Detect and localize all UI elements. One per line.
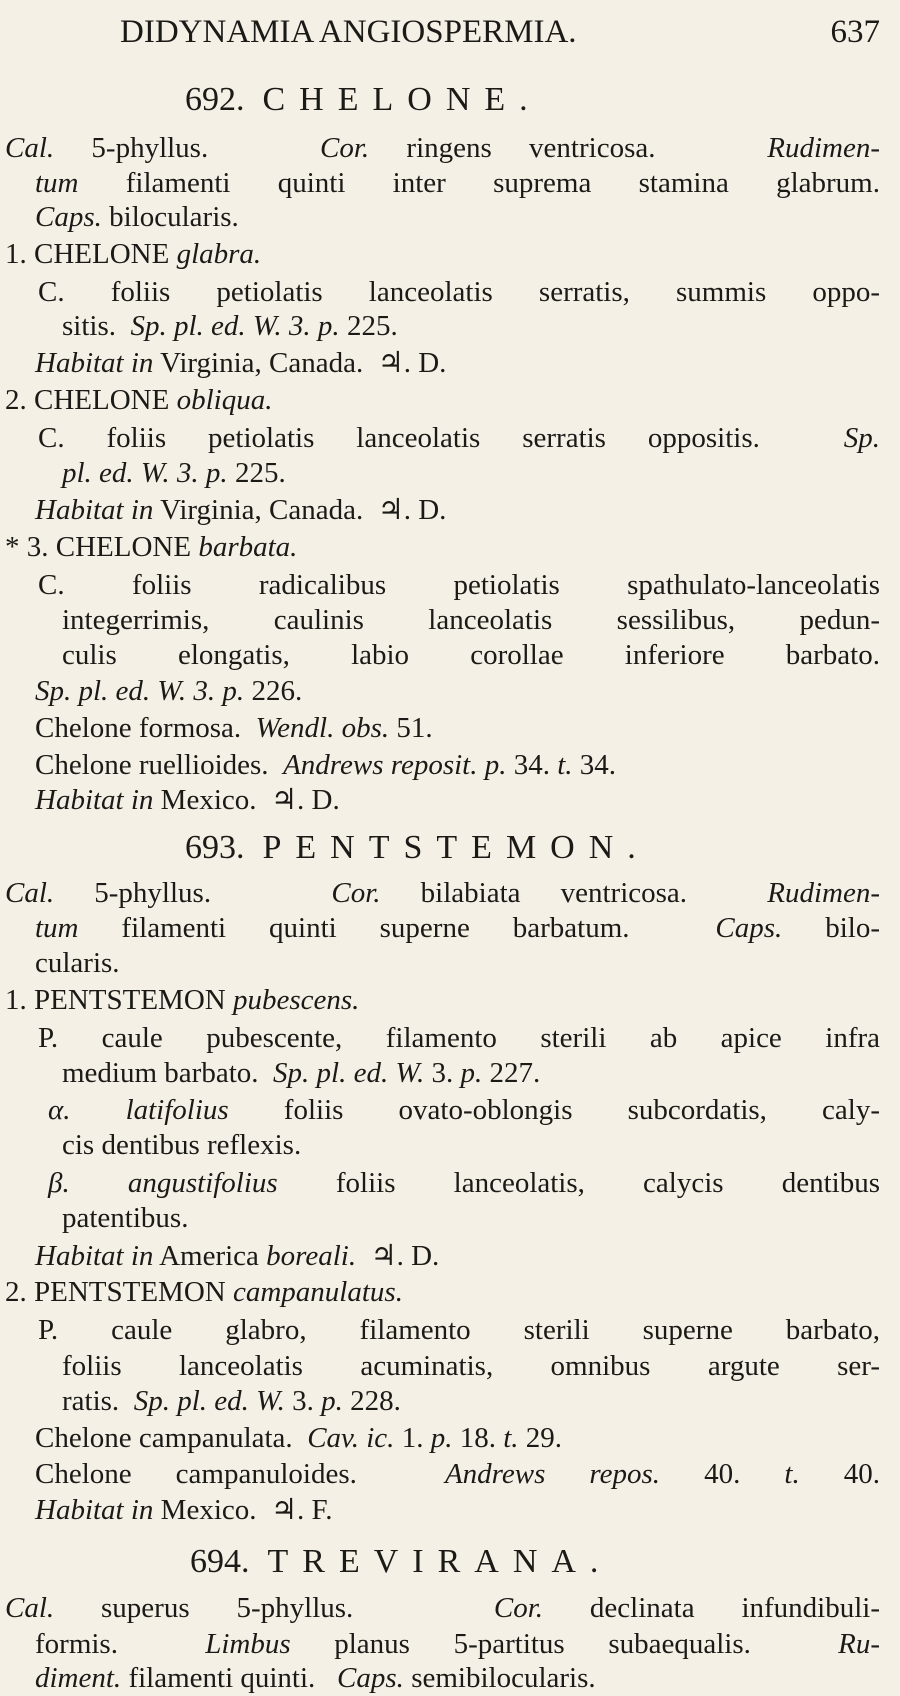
roman-text: foliis lanceolatis acuminatis, omnibus argute ser- [62,1350,880,1382]
italic-text: Cor. [331,877,381,909]
text-line [62,1055,540,1091]
genus-number: 693. [185,829,245,866]
roman-text: filamenti quinti. [121,1662,338,1694]
text-line [35,1456,880,1492]
roman-text: Chelone formosa. [35,712,256,744]
roman-text: P. caule pubescente, filamento sterili ab apice infra [38,1022,880,1054]
italic-text: campanulatus. [232,1276,403,1308]
roman-text: 34. [506,749,558,781]
roman-text: bilo- [782,912,880,944]
text-line [35,1238,439,1274]
text-line [62,1200,188,1236]
italic-text: Andrews reposit. p. [283,749,507,781]
text-line [62,455,286,491]
italic-text: Cor. [320,132,370,164]
roman-text: * 3. CHELONE [5,531,199,563]
roman-text: 5-phyllus. [54,877,332,909]
italic-text: Habitat in [35,784,154,816]
roman-text: 40. [799,1458,881,1490]
text-line [62,1127,301,1163]
text-line [35,782,340,818]
roman-text: Mexico. ♃. F. [153,1494,333,1526]
text-line [35,1492,333,1528]
roman-text: C. foliis petiolatis lanceolatis serratis oppositis. [38,422,844,454]
text-line [62,1348,880,1384]
genus-heading [185,826,650,870]
roman-text: 3. [424,1057,461,1089]
roman-text: planus 5-partitus subaequalis. [290,1628,839,1660]
text-line [35,673,302,709]
roman-text: semibilocularis. [403,1662,596,1694]
text-line [35,1660,596,1696]
roman-text: 40. [660,1458,785,1490]
italic-text: Ru- [838,1628,880,1660]
roman-text: ringens ventricosa. [369,132,768,164]
italic-text: pl. ed. W. 3. p. [62,457,228,489]
text-line [35,945,120,981]
text-line [35,747,616,783]
roman-text: bilocularis. [101,201,239,233]
roman-text: 51. [389,712,433,744]
roman-text: 1. [394,1422,431,1454]
text-line [38,1312,880,1348]
roman-text: Chelone campanuloides. [35,1458,445,1490]
roman-text: 225. [339,310,398,342]
page-number: 637 [830,14,880,50]
italic-text: pubescens. [232,984,360,1016]
roman-text: 18. [452,1422,504,1454]
roman-text: medium barbato. [62,1057,274,1089]
text-line [5,236,261,272]
roman-text: Virginia, Canada. ♃. D. [153,494,447,526]
roman-text: ratis. [62,1385,134,1417]
text-line [5,982,359,1018]
italic-text: Sp. pl. ed. W. 3. p. [35,675,245,707]
roman-text: filamenti quinti inter suprema stamina glabrum. [78,167,880,199]
text-line [35,345,446,381]
italic-text: p. [460,1057,483,1089]
italic-text: Sp. pl. ed. W. 3. p. [130,310,340,342]
roman-text: 1. PENTSTEMON [5,984,233,1016]
italic-text: Rudimen- [767,132,881,164]
genus-name: PENTSTEMON. [262,829,650,866]
roman-text: 2. PENTSTEMON [5,1276,233,1308]
italic-text: Habitat in [35,1494,154,1526]
italic-text: boreali. [266,1240,357,1272]
genus-number: 694. [190,1543,250,1580]
italic-text: t. [503,1422,519,1454]
roman-text: cularis. [35,947,120,979]
italic-text: barbata. [198,531,298,563]
italic-text: glabra. [176,238,262,270]
roman-text: 228. [342,1385,401,1417]
roman-text: formis. [35,1628,206,1660]
text-line [62,308,398,344]
roman-text: foliis ovato-oblongis subcordatis, caly- [228,1094,880,1126]
roman-text: superus 5-phyllus. [54,1592,494,1624]
running-head [120,12,880,52]
roman-text: 1. CHELONE [5,238,177,270]
italic-text: tum [35,912,79,944]
italic-text: Caps. [715,912,783,944]
italic-text: t. [557,749,573,781]
italic-text: t. [784,1458,800,1490]
italic-text: obliqua. [176,384,273,416]
italic-text: Sp. pl. ed. W. [133,1385,285,1417]
italic-text: Cor. [493,1592,544,1624]
genus-number: 692. [185,81,245,118]
roman-text: filamenti quinti superne barbatum. [78,912,716,944]
roman-text: 34. [572,749,617,781]
genus-heading [190,1540,612,1584]
italic-text: Habitat in [35,347,154,379]
italic-text: tum [35,167,79,199]
roman-text: 225. [227,457,286,489]
text-line [5,130,880,166]
text-line [5,382,272,418]
roman-text: integerrimis, caulinis lanceolatis sessilibus, pedun- [62,604,880,636]
roman-text: 3. [284,1385,322,1417]
italic-text: p. [430,1422,453,1454]
italic-text: p. [321,1385,343,1417]
text-line [62,637,880,673]
italic-text: Sp. [843,422,880,454]
roman-text: Virginia, Canada. ♃. D. [153,347,447,379]
text-line [35,492,446,528]
text-line [38,420,880,456]
roman-text: America [153,1240,267,1272]
text-line [5,1590,880,1626]
roman-text: 2. CHELONE [5,384,177,416]
italic-text: Caps. [337,1662,404,1694]
roman-text: 226. [244,675,303,707]
text-line [35,710,433,746]
text-line [48,1092,880,1128]
italic-text: Sp. pl. ed. W. [273,1057,425,1089]
text-line [38,274,880,310]
roman-text: 5-phyllus. [54,132,320,164]
text-line [5,529,297,565]
roman-text: 227. [482,1057,541,1089]
roman-text: sitis. [62,310,131,342]
roman-text: C. foliis radicalibus petiolatis spathulato-lanceolatis [38,569,880,601]
text-line [5,1274,403,1310]
italic-text: Habitat in [35,1240,154,1272]
running-head-title: DIDYNAMIA ANGIOSPERMIA. [120,14,577,50]
text-line [35,165,880,201]
text-line [35,199,239,235]
italic-text: Cal. [5,132,55,164]
text-line [35,910,880,946]
roman-text: Mexico. ♃. D. [153,784,340,816]
roman-text: culis elongatis, labio corollae inferiore barbato. [62,639,880,671]
italic-text: Cav. ic. [307,1422,395,1454]
text-line [62,602,880,638]
italic-text: Rudimen- [767,877,880,909]
text-line [35,1420,562,1456]
italic-text: Limbus [205,1628,291,1660]
roman-text: bilabiata ventricosa. [380,877,768,909]
roman-text: foliis lanceolatis, calycis dentibus [277,1167,880,1199]
text-line [62,1383,401,1419]
genus-name: TREVIRANA. [267,1543,613,1580]
roman-text: ♃. D. [356,1240,440,1272]
roman-text: patentibus. [62,1202,189,1234]
roman-text: Chelone ruellioides. [35,749,284,781]
roman-text: C. foliis petiolatis lanceolatis serratis, summis oppo- [38,276,880,308]
italic-text: α. latifolius [48,1094,229,1126]
roman-text: cis dentibus reflexis. [62,1129,302,1161]
italic-text: Habitat in [35,494,154,526]
roman-text: P. caule glabro, filamento sterili superne barbato, [38,1314,880,1346]
italic-text: β. angustifolius [48,1167,278,1199]
text-line [5,875,880,911]
text-line [38,1020,880,1056]
genus-heading [185,78,542,122]
text-line [38,567,880,603]
text-line [35,1626,880,1662]
text-line [48,1165,880,1201]
italic-text: Cal. [5,1592,55,1624]
roman-text: Chelone campanulata. [35,1422,308,1454]
roman-text: declinata infundibuli- [543,1592,880,1624]
roman-text: 29. [518,1422,562,1454]
genus-name: CHELONE. [262,81,542,118]
italic-text: Wendl. obs. [255,712,390,744]
italic-text: diment. [35,1662,122,1694]
italic-text: Caps. [35,201,102,233]
italic-text: Andrews repos. [444,1458,661,1490]
italic-text: Cal. [5,877,55,909]
